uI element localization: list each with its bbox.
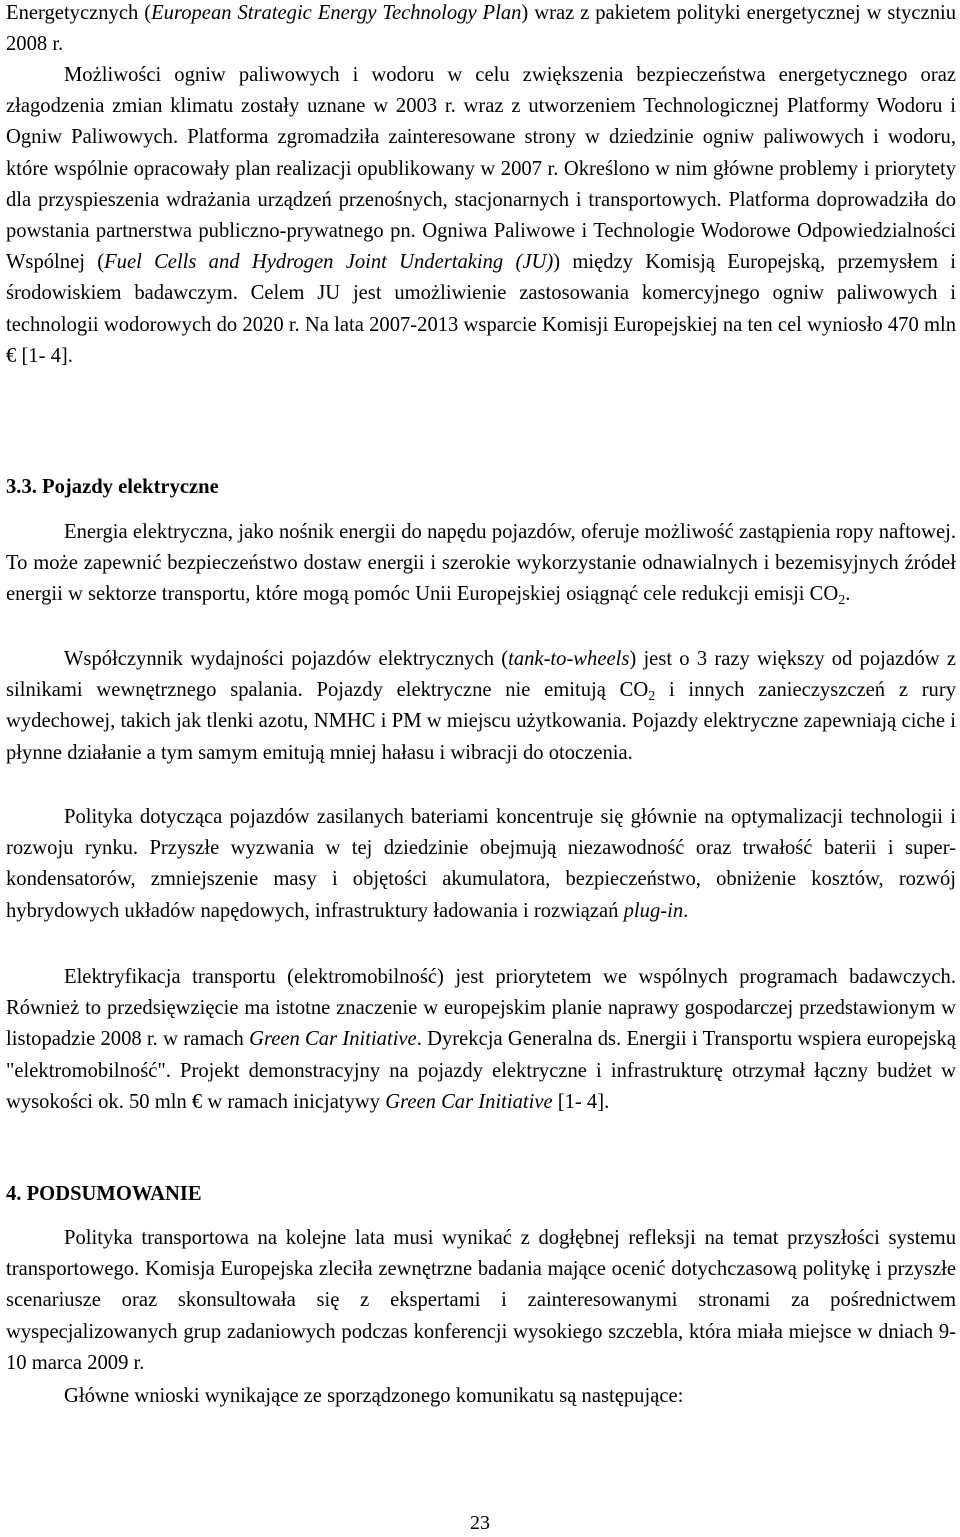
text-run: Energetycznych ( — [6, 2, 152, 24]
text-run: Współczynnik wydajności pojazdów elektrycznych ( — [64, 648, 509, 670]
italic-text: Green Car Initiative — [385, 1090, 553, 1113]
paragraph-battery-policy — [6, 802, 956, 927]
text-run: [1- 4]. — [552, 1090, 610, 1113]
paragraph-esetp — [6, 0, 956, 60]
paragraph-electric-energy — [6, 517, 956, 611]
paragraph-efficiency — [6, 644, 956, 769]
text-run: ) wraz z pakietem polityki energetycznej w styczniu 2008 r. — [6, 2, 957, 56]
text-run: Energia elektryczna, jako nośnik energii do napędu pojazdów, oferuje możliwość zastąpienia ropy naftowej. To może zapewnić bezpieczeństwo dostaw energii i szerokie wykorzystanie odnawialnych i bezemisyjnych źródeł energii w sektorze transportu, które mogą pomóc Unii Europejskiej osiągnąć cele redukcji emisji CO — [6, 521, 956, 606]
page-number: 23 — [470, 1512, 490, 1534]
italic-text: plug-in — [623, 899, 684, 922]
paragraph-electromobility — [6, 962, 956, 1118]
text-run: ) między Komisją Europejską, przemysłem i środowiskiem badawczym. Celem JU jest umożliwienie zastosowania komercyjnego ogniw paliwowych i technologii wodorowych do 2020 r. Na lata 2007-2013 wsparcie Komisji Europejskiej na ten cel wyniosło 470 mln € [1- 4]. — [6, 251, 956, 367]
section-heading-4: 4. PODSUMOWANIE — [6, 1183, 202, 1205]
text-run: ) jest o 3 razy większy od pojazdów z silnikami wewnętrznego spalania. Pojazdy elektryczne nie emitują CO — [6, 648, 956, 702]
text-run: Możliwości ogniw paliwowych i wodoru w celu zwiększenia bezpieczeństwa energetycznego oraz złagodzenia zmian klimatu zostały uznane w 2003 r. wraz z utworzeniem Technologicznej Platformy Wodoru i Ogniw Paliwowych. Platforma zgromadziła zainteresowane strony w dziedzinie ogniw paliwowych i wodoru, które wspólnie opracowały plan realizacji opublikowany w 2007 r. Określono w nim główne problemy i priorytety dla przyspieszenia wdrażania urządzeń przenośnych, stacjonarnych i transportowych. Platforma doprowadziła do powstania partnerstwa publiczno-prywatnego pn. Ogniwa Paliwowe i Technologie Wodorowe Odpowiedzialności Wspólnej ( — [6, 64, 956, 274]
italic-text: Fuel Cells and Hydrogen Joint Undertaking (JU) — [104, 251, 554, 274]
text-run: . — [845, 583, 851, 606]
subscript: 2 — [838, 593, 846, 609]
text-run: . — [683, 899, 689, 922]
paragraph-summary: Polityka transportowa na kolejne lata musi wynikać z dogłębnej refleksji na temat przyszłości systemu transportowego. Komisja Europejska zleciła zewnętrzne badania mające ocenić dotychczasową politykę i przyszłe scenariusze oraz skonsultowała się z ekspertami i zainteresowanymi stronami za pośrednictwem wyspecjalizowanych grup zadaniowych podczas konferencji wysokiego szczebla, która miała miejsce w dniach 9-10 marca 2009 r. — [6, 1227, 956, 1374]
subscript: 2 — [648, 689, 656, 705]
paragraph-fuel-cells — [6, 60, 956, 372]
italic-text: Green Car Initiative — [249, 1028, 417, 1051]
text-run: Elektryfikacja transportu (elektromobilność) jest priorytetem we wspólnych programach badawczych. Również to przedsięwzięcie ma istotne znaczenie w europejskim planie naprawy gospodarczej przedstawionym w listopadzie 2008 r. w ramach — [6, 966, 956, 1051]
italic-text: tank-to-wheels — [508, 648, 630, 670]
text-run: i innych zanieczyszczeń z rury wydechowej, takich jak tlenki azotu, NMHC i PM w miejscu użytkowania. Pojazdy elektryczne zapewniają ciche i płynne działanie a tym samym emitują mniej hałasu i wibracji do otoczenia. — [6, 679, 956, 764]
italic-text: European Strategic Energy Technology Plan — [151, 2, 522, 24]
section-heading-3-3: 3.3. Pojazdy elektryczne — [6, 476, 219, 498]
paragraph-conclusions: Główne wnioski wynikające ze sporządzonego komunikatu są następujące: — [64, 1385, 684, 1407]
text-run: . Dyrekcja Generalna ds. Energii i Transportu wspiera europejską "elektromobilność". Projekt demonstracyjny na pojazdy elektryczne i infrastrukturę otrzymał łączny budżet w wysokości ok. 50 mln € w ramach inicjatywy — [6, 1028, 956, 1113]
text-run: Polityka dotycząca pojazdów zasilanych bateriami koncentruje się głównie na optymalizacji technologii i rozwoju rynku. Przyszłe wyzwania w tej dziedzinie obejmują niezawodność oraz trwałość baterii i super-kondensatorów, zmniejszenie masy i objętości akumulatora, bezpieczeństwo, obniżenie kosztów, rozwój hybrydowych układów napędowych, infrastruktury ładowania i rozwiązań — [6, 806, 956, 922]
